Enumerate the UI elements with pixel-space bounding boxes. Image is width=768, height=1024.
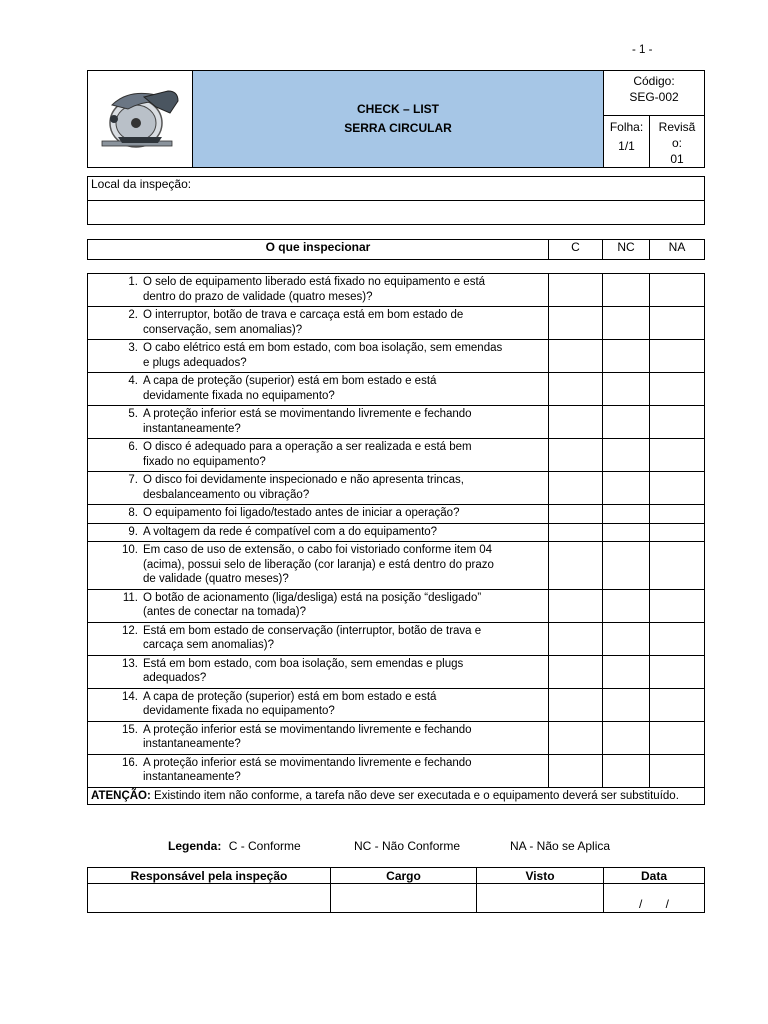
item-text (143, 506, 544, 521)
item-text-line: A capa de proteção (superior) está em bom estado e está (143, 375, 437, 387)
item-question (88, 307, 549, 340)
table-row (88, 589, 705, 622)
revisao-label-2: o: (671, 136, 682, 150)
table-row (88, 373, 705, 406)
item-text-line: dentro do prazo de validade (quatro meses)? (143, 290, 373, 303)
nc-checkbox-cell[interactable] (603, 505, 650, 524)
item-number: 10. (122, 544, 138, 556)
item-number: 7. (128, 474, 138, 486)
na-checkbox-cell[interactable] (650, 373, 705, 406)
item-text-line: instantaneamente? (143, 738, 241, 750)
item-question (88, 754, 549, 787)
visto-field[interactable] (477, 884, 604, 913)
item-text-line: Em caso de uso de extensão, o cabo foi vistoriado conforme item 04 (143, 544, 493, 556)
item-text-line: devidamente fixada no equipamento? (143, 705, 335, 717)
c-checkbox-cell[interactable] (549, 406, 603, 439)
item-number: 15. (122, 723, 138, 736)
c-checkbox-cell[interactable] (549, 523, 603, 542)
item-question (88, 274, 549, 307)
c-checkbox-cell[interactable] (549, 754, 603, 787)
item-question (88, 373, 549, 406)
item-number: 3. (128, 342, 138, 354)
nc-checkbox-cell[interactable] (603, 307, 650, 340)
na-checkbox-cell[interactable] (650, 523, 705, 542)
nc-checkbox-cell[interactable] (603, 754, 650, 787)
nc-checkbox-cell[interactable] (603, 622, 650, 655)
item-text-line: O botão de acionamento (liga/desliga) está na posição “desligado” (143, 591, 482, 604)
na-checkbox-cell[interactable] (650, 721, 705, 754)
item-text-line: instantaneamente? (143, 422, 241, 435)
legend-na: NA - Não se Aplica (510, 839, 611, 853)
folha-cell (604, 116, 650, 168)
item-text-line: (antes de conectar na tomada)? (143, 606, 307, 618)
item-text-line: carcaça sem anomalias)? (143, 639, 275, 651)
item-text-line: O equipamento foi ligado/testado antes de iniciar a operação? (143, 507, 460, 519)
item-text-line: A proteção inferior está se movimentando livremente e fechando (143, 723, 472, 736)
item-question (88, 439, 549, 472)
item-text-line: conservação, sem anomalias)? (143, 323, 303, 336)
item-question (88, 589, 549, 622)
c-checkbox-cell[interactable] (549, 622, 603, 655)
item-question (88, 542, 549, 590)
legend-c: C - Conforme (228, 839, 301, 853)
checklist-table (87, 273, 705, 805)
item-text-line: de validade (quatro meses)? (143, 573, 289, 585)
item-text-line: O disco foi devidamente inspecionado e não apresenta trincas, (143, 474, 464, 486)
item-text (143, 473, 544, 502)
item-text (143, 624, 544, 653)
na-checkbox-cell[interactable] (650, 472, 705, 505)
item-text (143, 308, 544, 337)
item-question (88, 505, 549, 524)
item-question (88, 721, 549, 754)
c-checkbox-cell[interactable] (549, 307, 603, 340)
na-checkbox-cell[interactable] (650, 589, 705, 622)
item-number: 14. (122, 690, 138, 703)
document-title (193, 71, 604, 168)
table-row (88, 439, 705, 472)
local-input-field[interactable] (88, 201, 705, 225)
nc-checkbox-cell[interactable] (603, 688, 650, 721)
col-data: Data (604, 868, 705, 884)
nc-checkbox-cell[interactable] (603, 373, 650, 406)
item-question (88, 406, 549, 439)
item-question (88, 523, 549, 542)
item-text-line: A voltagem da rede é compatível com a do equipamento? (143, 525, 438, 538)
c-checkbox-cell[interactable] (549, 688, 603, 721)
table-row (88, 542, 705, 590)
item-number: 4. (128, 375, 138, 387)
item-question (88, 340, 549, 373)
c-checkbox-cell[interactable] (549, 439, 603, 472)
c-checkbox-cell[interactable] (549, 655, 603, 688)
item-text (143, 275, 544, 304)
cargo-field[interactable] (331, 884, 477, 913)
item-number: 6. (128, 441, 138, 453)
item-text-line: O disco é adequado para a operação a ser realizada e está bem (143, 441, 472, 453)
table-row (88, 523, 705, 542)
item-text (143, 591, 544, 620)
na-checkbox-cell[interactable] (650, 754, 705, 787)
item-text-line: O selo de equipamento liberado está fixado no equipamento e está (143, 276, 486, 288)
title-line-1: CHECK – LIST (356, 102, 439, 116)
col-visto: Visto (477, 868, 604, 884)
title-line-2: SERRA CIRCULAR (344, 121, 452, 135)
na-checkbox-cell[interactable] (650, 307, 705, 340)
na-checkbox-cell[interactable] (650, 439, 705, 472)
date-placeholder: / / (638, 897, 669, 911)
item-text (143, 657, 544, 686)
col-cargo: Cargo (331, 868, 477, 884)
item-text-line: A proteção inferior está se movimentando livremente e fechando (143, 756, 472, 769)
c-checkbox-cell[interactable] (549, 373, 603, 406)
local-label: Local da inspeção: (88, 177, 705, 201)
nc-checkbox-cell[interactable] (603, 721, 650, 754)
nc-checkbox-cell[interactable] (603, 542, 650, 590)
item-number: 2. (128, 309, 138, 321)
table-row (88, 754, 705, 787)
item-text-line: fixado no equipamento? (143, 455, 266, 468)
page-number: - 1 - (632, 44, 653, 56)
item-text (143, 723, 544, 752)
na-checkbox-cell[interactable] (650, 655, 705, 688)
item-number: 12. (122, 624, 138, 637)
item-text (143, 341, 544, 370)
legend-label: Legenda: (168, 839, 222, 853)
c-checkbox-cell[interactable] (549, 505, 603, 524)
item-text-line: e plugs adequados? (143, 356, 247, 369)
local-table (87, 176, 705, 225)
saw-image-cell (88, 71, 193, 168)
table-row (88, 340, 705, 373)
item-text-line: (acima), possui selo de liberação (cor laranja) e está dentro do prazo (143, 558, 494, 571)
nc-checkbox-cell[interactable] (603, 589, 650, 622)
col-nc: NC (603, 240, 650, 260)
item-text-line: A proteção inferior está se movimentando livremente e fechando (143, 408, 472, 420)
na-checkbox-cell[interactable] (650, 622, 705, 655)
item-text (143, 407, 544, 436)
na-checkbox-cell[interactable] (650, 505, 705, 524)
table-row (88, 688, 705, 721)
item-number: 13. (122, 657, 138, 670)
nc-checkbox-cell[interactable] (603, 439, 650, 472)
nc-checkbox-cell[interactable] (603, 472, 650, 505)
item-text (143, 440, 544, 469)
item-text (143, 690, 544, 719)
circular-saw-icon (98, 83, 182, 153)
warning-text: Existindo item não conforme, a tarefa não deve ser executada e o equipamento deverá ser substituído. (150, 789, 679, 802)
legend (168, 839, 611, 853)
na-checkbox-cell[interactable] (650, 406, 705, 439)
c-checkbox-cell[interactable] (549, 274, 603, 307)
table-row (88, 406, 705, 439)
item-text-line: adequados? (143, 672, 207, 684)
table-row (88, 274, 705, 307)
item-text (143, 374, 544, 403)
folha-value: 1/1 (618, 139, 635, 153)
warning-note (88, 787, 705, 804)
item-text (143, 525, 544, 540)
revisao-cell (650, 116, 705, 168)
c-checkbox-cell[interactable] (549, 542, 603, 590)
folha-label: Folha: (609, 120, 644, 134)
table-row (88, 721, 705, 754)
item-question (88, 472, 549, 505)
item-text-line: O cabo elétrico está em bom estado, com boa isolação, sem emendas (143, 342, 503, 354)
na-checkbox-cell[interactable] (650, 340, 705, 373)
item-number: 11. (122, 591, 138, 604)
warning-label: ATENÇÃO: (91, 789, 151, 802)
item-text-line: O interruptor, botão de trava e carcaça está em bom estado de (143, 309, 464, 321)
col-c: C (549, 240, 603, 260)
item-text-line: Está em bom estado de conservação (interruptor, botão de trava e (143, 624, 482, 637)
table-row (88, 655, 705, 688)
table-row (88, 505, 705, 524)
responsavel-field[interactable] (88, 884, 331, 913)
item-text-line: devidamente fixada no equipamento? (143, 389, 335, 402)
table-row (88, 472, 705, 505)
item-number: 5. (128, 408, 138, 420)
data-field[interactable] (604, 884, 705, 913)
nc-checkbox-cell[interactable] (603, 406, 650, 439)
item-text-line: A capa de proteção (superior) está em bom estado e está (143, 690, 437, 703)
c-checkbox-cell[interactable] (549, 721, 603, 754)
signoff-table (87, 867, 705, 913)
document-header (87, 70, 705, 168)
item-text-line: desbalanceamento ou vibração? (143, 488, 310, 501)
item-number: 16. (122, 756, 138, 769)
nc-checkbox-cell[interactable] (603, 523, 650, 542)
item-text-line: instantaneamente? (143, 771, 241, 783)
item-question (88, 655, 549, 688)
item-number: 9. (128, 525, 138, 538)
codigo-cell (604, 71, 705, 116)
na-checkbox-cell[interactable] (650, 542, 705, 590)
c-checkbox-cell[interactable] (549, 589, 603, 622)
revisao-label-1: Revisã (658, 120, 696, 134)
item-number: 8. (128, 507, 138, 519)
nc-checkbox-cell[interactable] (603, 340, 650, 373)
col-question: O que inspecionar (88, 240, 549, 260)
item-text (143, 756, 544, 785)
item-text-line: Está em bom estado, com boa isolação, sem emendas e plugs (143, 657, 464, 670)
c-checkbox-cell[interactable] (549, 472, 603, 505)
item-question (88, 622, 549, 655)
column-header (87, 239, 705, 260)
c-checkbox-cell[interactable] (549, 340, 603, 373)
na-checkbox-cell[interactable] (650, 274, 705, 307)
col-na: NA (650, 240, 705, 260)
revisao-value: 01 (670, 152, 684, 166)
table-row (88, 307, 705, 340)
codigo-value: SEG-002 (629, 90, 679, 104)
item-text (143, 543, 544, 587)
col-responsavel: Responsável pela inspeção (88, 868, 331, 884)
nc-checkbox-cell[interactable] (603, 655, 650, 688)
codigo-label: Código: (633, 74, 675, 88)
table-row (88, 622, 705, 655)
item-question (88, 688, 549, 721)
item-number: 1. (128, 276, 138, 288)
legend-nc: NC - Não Conforme (354, 839, 461, 853)
na-checkbox-cell[interactable] (650, 688, 705, 721)
nc-checkbox-cell[interactable] (603, 274, 650, 307)
